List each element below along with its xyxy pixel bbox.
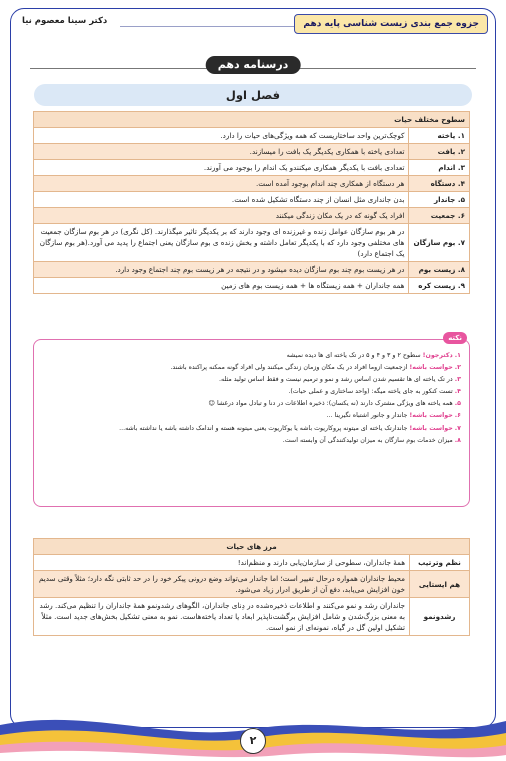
note-number: ۷. (454, 424, 461, 432)
row-key: نظم وترتیب (410, 555, 470, 571)
row-key: ۷. بوم سازگان (409, 224, 470, 262)
row-key: ۶. جمعیت (409, 208, 470, 224)
note-text: همه یاخته های ویژگی مشترک دارند (نه یکسان): ذخیره اطلاعات در دنا و تبادل مواد درغشا ☺ (208, 400, 453, 408)
note-number: ۶. (454, 412, 461, 420)
note-item (42, 362, 461, 374)
row-value: هر دستگاه از همکاری چند اندام بوجود آمده است. (34, 176, 409, 192)
row-value: در هر زیست بوم چند بوم سازگان دیده میشود و در نتیجه در هر زیست بوم چند اجتماع وجود دارد. (34, 262, 409, 278)
table-row (34, 224, 470, 262)
note-item (42, 350, 461, 362)
borders-of-life-table (33, 538, 470, 636)
note-number: ۵. (454, 400, 461, 408)
note-lead: حواست باشه! (409, 412, 453, 420)
row-key: ۸. زیست بوم (409, 262, 470, 278)
booklet-title: جزوه جمع بندی زیست شناسی پایه دهم (294, 14, 488, 34)
row-key: رشدونمو (410, 598, 470, 636)
note-item (42, 374, 461, 386)
table-row (34, 128, 470, 144)
note-item (42, 386, 461, 398)
note-number: ۱. (454, 352, 461, 359)
row-key: ۱. یاخته (409, 128, 470, 144)
author-name: دکتر سینا معصوم نیا (22, 16, 108, 26)
row-key: ۳. اندام (409, 160, 470, 176)
note-text: جاندارتک یاخته ای میتونه پروکاریوت باشه یا یوکاریوت یعنی میتونه هسته و اندامک داشته باشه یا نداشته باشه... (119, 424, 408, 432)
table-row (34, 144, 470, 160)
row-key: ۲. بافت (409, 144, 470, 160)
note-text: میزان خدمات بوم سازگان به میزان تولیدکنندگی آن وابسته است. (282, 436, 453, 444)
page-number: ۲ (240, 728, 266, 754)
borders-table-title: مرز های حیات (34, 539, 470, 555)
note-text: در تک یاخته ای ها تقسیم شدن اساس رشد و نمو و ترمیم نیست و فقط اساس تولید مثله. (219, 376, 453, 384)
note-item (42, 410, 461, 422)
table-row (34, 278, 470, 294)
table-row (34, 571, 470, 598)
row-key: ۴. دستگاه (409, 176, 470, 192)
row-value: کوچک‌ترین واحد ساختاریست که همه ویژگی‌های حیات را دارد. (34, 128, 409, 144)
note-lead: دکترجون! (422, 352, 453, 359)
row-value: بدن جانداری مثل انسان از چند دستگاه تشکیل شده است. (34, 192, 409, 208)
row-value: همهٔ جانداران، سطوحی از سازمان‌یابی دارند و منظم‌اند! (34, 555, 410, 571)
row-key: ۵. جاندار (409, 192, 470, 208)
note-text: سطوح ۲ و ۳ و ۴ و ۵ در تک یاخته ای ها دیده نمیشه (286, 352, 421, 359)
note-item (42, 398, 461, 410)
levels-of-life-table (33, 111, 470, 294)
note-text: ازجمعیت ازوما افراد در یک مکان وزمان زندگی میکنند ولی افراد گونه ممکنه پراکنده باشند. (170, 364, 408, 372)
levels-table-title: سطوح مختلف حیات (34, 112, 470, 128)
notes-box (33, 334, 470, 507)
note-badge: نکته (443, 332, 467, 344)
table-row (34, 262, 470, 278)
note-number: ۸. (454, 436, 461, 444)
row-value: محیط جانداران همواره درحال تغییر است؛ اما جاندار می‌تواند وضع درونی پیکر خود را در حد ثابتی نگه دارد؛ مثلاً وقتی سدیم خون افزایش می‌یابد، دفع آن از طریق ادرار زیاد می‌شود. (34, 571, 410, 598)
table-row (34, 176, 470, 192)
table-row (34, 208, 470, 224)
header-divider (120, 26, 296, 27)
row-value: تعدادی یاخته با همکاری یکدیگر یک بافت را میسازند. (34, 144, 409, 160)
table-row (34, 160, 470, 176)
chapter-title: درسنامه دهم (206, 56, 301, 74)
season-title: فصل اول (34, 84, 472, 106)
note-text: جاندار و جانور اشتباه نگیرینا ... (326, 412, 408, 420)
note-item (42, 423, 461, 435)
row-value: تعدادی بافت با یکدیگر همکاری میکنندو یک اندام را بوجود می آورند. (34, 160, 409, 176)
row-key: ۹. زیست کره (409, 278, 470, 294)
row-value: جانداران رشد و نمو می‌کنند و اطلاعات ذخیره‌شده در دِنای جانداران، الگوهای رشدونمو همهٔ جانداران را تنظیم می‌کند. رشد به معنی بزرگ‌شدن و شامل افزایش برگشت‌ناپذیر ابعاد یا تعداد یاخته‌هاست. نمو به معنی تشکیل بخش‌های جدید است. مثلاً تشکیل اولین گل در گیاه، نمونه‌ای از نمو است. (34, 598, 410, 636)
row-value: همه جانداران + همه زیستگاه ها + همه زیست بوم های زمین (34, 278, 409, 294)
note-item (42, 435, 461, 447)
note-lead: حواست باشه! (409, 364, 453, 372)
row-value: افراد یک گونه که در یک مکان زندگی میکنند (34, 208, 409, 224)
note-number: ۴. (454, 388, 461, 396)
note-lead: حواست باشه! (409, 424, 453, 432)
table-row (34, 598, 470, 636)
table-row (34, 555, 470, 571)
note-number: ۳. (454, 376, 461, 384)
note-text: تست کنکور به جای یاخته میگه: (واحد ساختاری و عملی حیات). (288, 388, 453, 396)
row-value: در هر بوم سازگان عوامل زنده و غیرزنده ای وجود دارند که بر یکدیگر تاثیر میگذارند. (کل نگری) در هر بوم سازگان جمعیت های مختلفی وجود دارد که با یکدیگر تعامل داشته و بخش زنده ی بوم سازگان یعنی اجتماع را پدید می آورد.(هر بوم سازگان یک اجتماع دارد) (34, 224, 409, 262)
row-key: هم ایستایی (410, 571, 470, 598)
note-number: ۲. (454, 364, 461, 372)
table-row (34, 192, 470, 208)
